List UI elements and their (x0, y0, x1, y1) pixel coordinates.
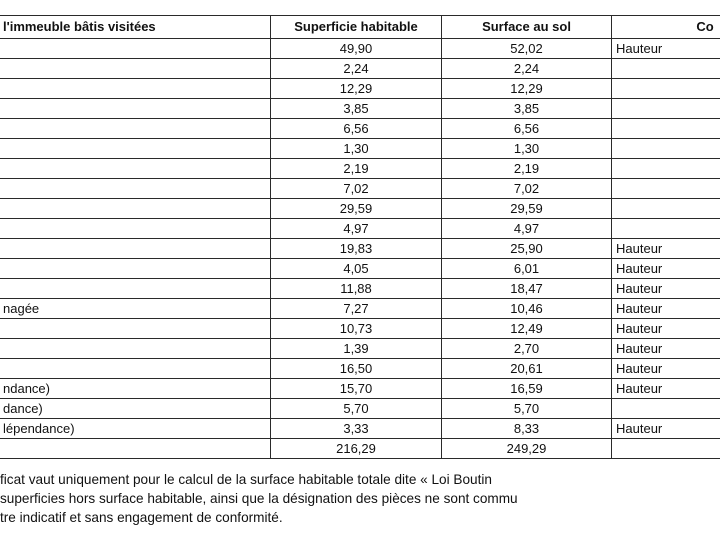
table-row (0, 159, 720, 179)
table-row (0, 399, 720, 419)
cell-sol: 249,29 (442, 439, 612, 459)
cell-sol: 52,02 (442, 39, 612, 59)
cell-sol: 3,85 (442, 99, 612, 119)
footnote-line-3: tre indicatif et sans engagement de conformité. (0, 510, 283, 525)
table-row (0, 339, 720, 359)
cell-commentaire (612, 399, 720, 419)
surfaces-sheet (0, 15, 720, 459)
cell-commentaire: Hauteur (612, 299, 720, 319)
cell-commentaire (612, 179, 720, 199)
cell-habitable: 12,29 (271, 79, 442, 99)
cell-commentaire: Hauteur (612, 379, 720, 399)
cell-piece (0, 119, 271, 139)
cell-commentaire: Hauteur (612, 279, 720, 299)
cell-piece (0, 439, 271, 459)
table-row (0, 119, 720, 139)
cell-sol: 7,02 (442, 179, 612, 199)
table-row (0, 319, 720, 339)
header-sol: Surface au sol (442, 16, 612, 39)
table-row (0, 199, 720, 219)
total-row (0, 439, 720, 459)
table-row (0, 299, 720, 319)
cell-commentaire (612, 199, 720, 219)
cell-piece: ndance) (0, 379, 271, 399)
table-row (0, 279, 720, 299)
table-row (0, 239, 720, 259)
cell-sol: 29,59 (442, 199, 612, 219)
cell-sol: 12,49 (442, 319, 612, 339)
cell-commentaire: Hauteur (612, 39, 720, 59)
cell-sol: 6,01 (442, 259, 612, 279)
cell-piece (0, 159, 271, 179)
table-row (0, 139, 720, 159)
cell-habitable: 7,27 (271, 299, 442, 319)
header-commentaire: Co (612, 16, 720, 39)
cell-habitable: 1,39 (271, 339, 442, 359)
cell-piece (0, 39, 271, 59)
cell-commentaire (612, 439, 720, 459)
cell-sol: 5,70 (442, 399, 612, 419)
cell-sol: 25,90 (442, 239, 612, 259)
table-row (0, 79, 720, 99)
cell-habitable: 19,83 (271, 239, 442, 259)
cell-habitable: 216,29 (271, 439, 442, 459)
cell-habitable: 6,56 (271, 119, 442, 139)
table-row (0, 99, 720, 119)
cell-habitable: 15,70 (271, 379, 442, 399)
cell-sol: 6,56 (442, 119, 612, 139)
cell-piece: lépendance) (0, 419, 271, 439)
cell-commentaire: Hauteur (612, 419, 720, 439)
cell-habitable: 49,90 (271, 39, 442, 59)
surfaces-table (0, 15, 720, 459)
cell-commentaire: Hauteur (612, 239, 720, 259)
cell-sol: 2,70 (442, 339, 612, 359)
footnote-line-1: ficat vaut uniquement pour le calcul de la surface habitable totale dite « Loi Boutin (0, 472, 492, 487)
cell-commentaire: Hauteur (612, 259, 720, 279)
table-row (0, 379, 720, 399)
cell-habitable: 2,24 (271, 59, 442, 79)
cell-piece (0, 319, 271, 339)
cell-habitable: 10,73 (271, 319, 442, 339)
cell-commentaire: Hauteur (612, 359, 720, 379)
table-row (0, 359, 720, 379)
table-row (0, 219, 720, 239)
header-habitable: Superficie habitable (271, 16, 442, 39)
cell-piece (0, 99, 271, 119)
cell-commentaire (612, 59, 720, 79)
table-row (0, 179, 720, 199)
cell-habitable: 5,70 (271, 399, 442, 419)
table-row (0, 39, 720, 59)
cell-sol: 1,30 (442, 139, 612, 159)
cell-sol: 18,47 (442, 279, 612, 299)
cell-habitable: 3,85 (271, 99, 442, 119)
cell-sol: 12,29 (442, 79, 612, 99)
cell-piece (0, 219, 271, 239)
cell-commentaire: Hauteur (612, 339, 720, 359)
cell-habitable: 4,97 (271, 219, 442, 239)
cell-sol: 20,61 (442, 359, 612, 379)
cell-habitable: 3,33 (271, 419, 442, 439)
cell-sol: 4,97 (442, 219, 612, 239)
cell-habitable: 29,59 (271, 199, 442, 219)
table-header-row (0, 16, 720, 39)
cell-sol: 2,24 (442, 59, 612, 79)
cell-sol: 2,19 (442, 159, 612, 179)
cell-piece (0, 179, 271, 199)
cell-piece (0, 339, 271, 359)
footnote (0, 470, 720, 527)
cell-sol: 8,33 (442, 419, 612, 439)
cell-piece (0, 239, 271, 259)
cell-habitable: 11,88 (271, 279, 442, 299)
cell-commentaire: Hauteur (612, 319, 720, 339)
footnote-line-2: superficies hors surface habitable, ainsi que la désignation des pièces ne sont commu (0, 491, 518, 506)
table-row (0, 59, 720, 79)
cell-commentaire (612, 159, 720, 179)
table-row (0, 259, 720, 279)
cell-commentaire (612, 219, 720, 239)
header-piece: l'immeuble bâtis visitées (0, 16, 271, 39)
cell-piece (0, 259, 271, 279)
cell-commentaire (612, 99, 720, 119)
cell-habitable: 4,05 (271, 259, 442, 279)
table-body (0, 39, 720, 459)
cell-piece (0, 279, 271, 299)
cell-commentaire (612, 119, 720, 139)
cell-piece (0, 359, 271, 379)
cell-sol: 16,59 (442, 379, 612, 399)
cell-piece (0, 79, 271, 99)
table-row (0, 419, 720, 439)
cell-piece (0, 139, 271, 159)
cell-piece (0, 199, 271, 219)
cell-habitable: 16,50 (271, 359, 442, 379)
cell-sol: 10,46 (442, 299, 612, 319)
cell-habitable: 7,02 (271, 179, 442, 199)
cell-habitable: 2,19 (271, 159, 442, 179)
cell-commentaire (612, 79, 720, 99)
cell-piece: nagée (0, 299, 271, 319)
cell-piece (0, 59, 271, 79)
cell-commentaire (612, 139, 720, 159)
cell-piece: dance) (0, 399, 271, 419)
cell-habitable: 1,30 (271, 139, 442, 159)
